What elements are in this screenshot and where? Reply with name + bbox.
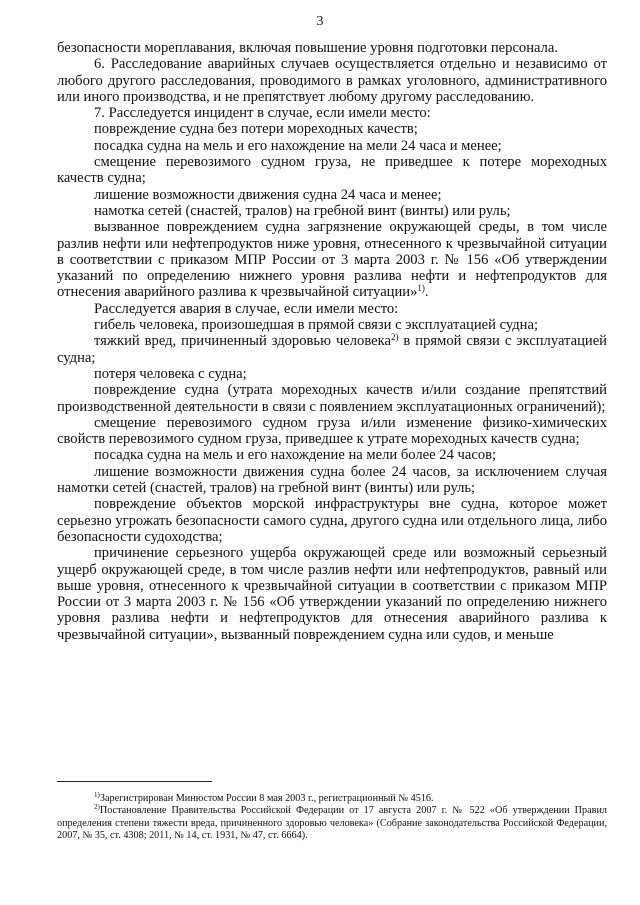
footnote-text: Постановление Правительства Российской Федерации от 17 августа 2007 г. № 522 «Об утверждении Правил определения степени тяжести вреда, причиненного здоровью человека» (Собрание законодательства Российской Федерации, 2007, № 35, ст. 4308; 2011, № 14, ст. 1931, № 47, ст. 6664). bbox=[57, 805, 607, 842]
paragraph-text: тяжкий вред, причиненный здоровью человека bbox=[94, 333, 391, 350]
footnote-text: Зарегистрирован Минюстом России 8 мая 2003 г., регистрационный № 4516. bbox=[99, 793, 434, 804]
paragraph-text: причинение серьезного ущерба окружающей среде или возможный серьезный ущерб окружающей среде, в том числе разлив нефти или нефтепродуктов, равный или выше уровня, отнесенного к чрезвычайной ситуации в соответствии с приказом МПР России от 3 марта 2003 г. № 156 «Об утверждении указаний по определению нижнего уровня разлива нефти и нефтепродуктов для отнесения аварийного разлива к чрезвычайной ситуации», вызванный повреждением судна или судов, и меньше bbox=[57, 545, 607, 643]
paragraph-text: посадка судна на мель и его нахождение на мели 24 часа и менее; bbox=[94, 137, 502, 154]
paragraph-text: посадка судна на мель и его нахождение на мели более 24 часов; bbox=[94, 447, 497, 464]
footnote-marker: 1) bbox=[94, 791, 100, 799]
paragraph bbox=[57, 219, 607, 300]
paragraph bbox=[57, 56, 607, 105]
paragraph bbox=[57, 447, 607, 463]
footnote-reference: 2) bbox=[390, 332, 399, 343]
paragraph-text: лишение возможности движения судна более 24 часов, за исключением случая намотки сетей (снастей, тралов) на гребной винт (винты) или руль; bbox=[57, 463, 607, 497]
paragraph-text: 6. Расследование аварийных случаев осуществляется отдельно и независимо от любого другого расследования, проводимого в рамках уголовного, административного или иного производства, и не препятствует любому другому расследованию. bbox=[57, 56, 607, 105]
paragraph-text: повреждение объектов морской инфраструктуры вне судна, которое может серьезно угрожать безопасности самого судна, другого судна или отдельного лица, либо безопасности судоходства; bbox=[57, 496, 607, 545]
footnote-reference: 1) bbox=[417, 283, 425, 294]
paragraph-text: лишение возможности движения судна 24 часа и менее; bbox=[94, 186, 442, 203]
paragraph bbox=[57, 545, 607, 643]
paragraph bbox=[57, 317, 607, 333]
paragraph bbox=[57, 138, 607, 154]
footnote bbox=[57, 793, 607, 805]
page-number: 3 bbox=[316, 14, 324, 29]
paragraph bbox=[57, 301, 607, 317]
paragraph-text: гибель человека, произошедшая в прямой связи с эксплуатацией судна; bbox=[94, 317, 538, 334]
paragraph bbox=[57, 40, 607, 56]
paragraph bbox=[57, 154, 607, 187]
footnote-separator bbox=[57, 781, 212, 782]
paragraph-text: безопасности мореплавания, включая повышение уровня подготовки персонала. bbox=[57, 40, 559, 56]
paragraph-text: 7. Расследуется инцидент в случае, если имели место: bbox=[94, 105, 431, 122]
paragraph-text: смещение перевозимого судном груза и/или изменение физико-химических свойств перевозимого судном груза, приведшее к утрате мореходных качеств судна; bbox=[57, 414, 607, 448]
paragraph bbox=[57, 464, 607, 497]
paragraph-text-continued: в прямой связи с эксплуатацией судна; bbox=[57, 333, 607, 366]
paragraph-text: потеря человека с судна; bbox=[94, 365, 247, 382]
paragraph-text: повреждение судна (утрата мореходных качеств и/или создание препятствий производственной деятельности в связи с появлением эксплуатационных ограничений); bbox=[57, 382, 607, 415]
paragraph-text: намотка сетей (снастей, тралов) на гребной винт (винты) или руль; bbox=[94, 202, 511, 219]
footnotes bbox=[57, 793, 607, 843]
document-body bbox=[57, 40, 607, 643]
paragraph bbox=[57, 366, 607, 382]
paragraph bbox=[57, 203, 607, 219]
paragraph-text: вызванное повреждением судна загрязнение окружающей среды, в том числе разлив нефти или нефтепродуктов ниже уровня, отнесенного к чрезвычайной ситуации в соответствии с приказом МПР России от 3 марта 2003 г. № 156 «Об утверждении указаний по определению нижнего уровня разлива нефти и нефтепродуктов для отнесения аварийного разлива к чрезвычайной ситуации» bbox=[57, 219, 607, 301]
paragraph-text: повреждение судна без потери мореходных качеств; bbox=[94, 121, 418, 138]
paragraph-text-continued: . bbox=[424, 284, 429, 301]
paragraph bbox=[57, 333, 607, 366]
footnote-marker: 2) bbox=[94, 803, 100, 812]
paragraph bbox=[57, 105, 607, 121]
paragraph bbox=[57, 496, 607, 545]
paragraph-text: смещение перевозимого судном груза, не приведшее к потере мореходных качеств судна; bbox=[57, 154, 607, 187]
paragraph bbox=[57, 382, 607, 415]
paragraph bbox=[57, 415, 607, 448]
paragraph-text: Расследуется авария в случае, если имели место: bbox=[94, 300, 399, 317]
paragraph bbox=[57, 187, 607, 203]
footnote bbox=[57, 805, 607, 842]
paragraph bbox=[57, 121, 607, 137]
